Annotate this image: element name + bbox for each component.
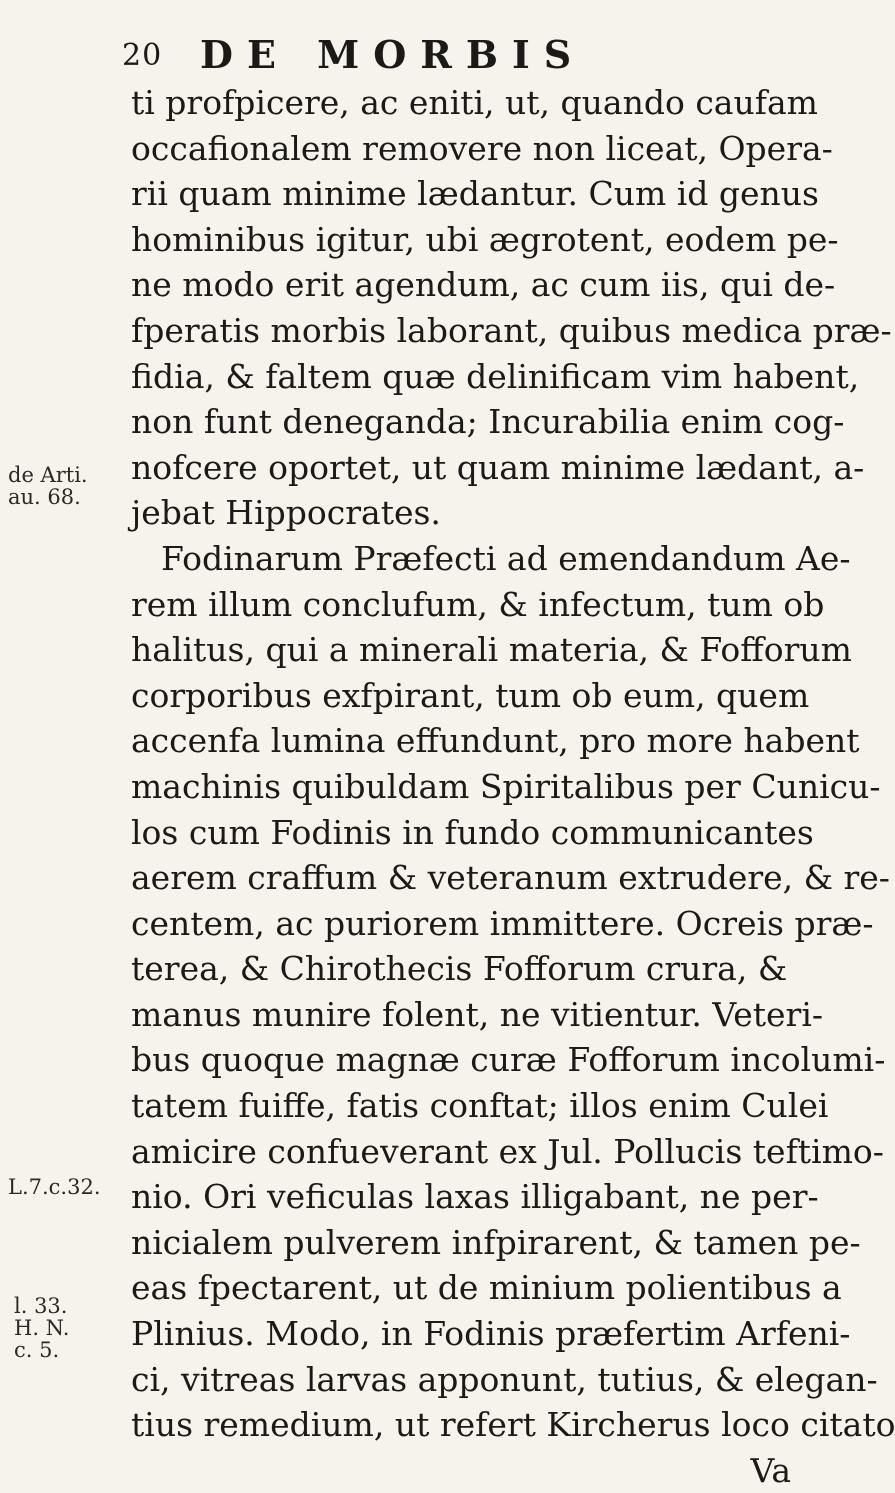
text-line: centem, ac puriorem immittere. Ocreis præ- [131,903,874,943]
margin-note-de-arti [8,464,104,508]
text-line: rii quam minime lædantur. Cum id genus [131,174,819,214]
text-line: ne modo erit agendum, ac cum iis, qui de- [131,265,836,305]
text-line: corporibus exfpirant, tum ob eum, quem [131,675,810,715]
text-line: aerem craffum & veteranum extrudere, & re- [131,858,890,898]
text-line: ci, vitreas larvas apponunt, tutius, & elegan- [131,1359,878,1399]
margin-note-book-chapter [8,1176,104,1198]
text-line: non funt deneganda; Incurabilia enim cog- [131,402,845,442]
catchword: Va [750,1450,791,1490]
text-line: accenfa lumina effundunt, pro more habent [131,721,860,761]
text-line: terea, & Chirothecis Fofforum crura, & [131,949,788,989]
margin-note-plinius-ref [14,1295,110,1361]
text-line: halitus, qui a minerali materia, & Fofforum [131,630,852,670]
text-line: eas fpectarent, ut de minium polientibus a [131,1268,842,1308]
text-line: fperatis morbis laborant, quibus medica præ- [131,310,892,350]
page-header [122,32,682,80]
margin-note-line: L.7.c.32. [8,1175,101,1199]
text-line: tius remedium, ut refert Kircherus loco citato [131,1405,895,1445]
text-line: ti profpicere, ac eniti, ut, quando caufam [131,83,818,122]
running-title: DE MORBIS [200,32,586,77]
text-line: manus munire folent, ne vitientur. Veteri- [131,994,824,1034]
text-line: hominibus igitur, ubi ægrotent, eodem pe- [131,219,839,259]
margin-note-line: H. N. [14,1316,70,1340]
body-text [131,80,895,1493]
text-line: amicire confueverant ex Jul. Pollucis teftimo- [131,1131,884,1171]
text-line: machinis quibuldam Spiritalibus per Cunicu- [131,766,881,806]
text-line: bus quoque magnæ curæ Fofforum incolumi- [131,1040,886,1080]
text-line: Plinius. Modo, in Fodinis præfertim Arfeni- [131,1314,851,1354]
page-number: 20 [122,38,163,73]
margin-note-line: au. 68. [8,485,81,509]
text-line: nofcere oportet, ut quam minime lædant, a- [131,447,865,487]
text-line: jebat Hippocrates. [131,493,441,533]
margin-note-line: c. 5. [14,1338,60,1362]
text-line: occafionalem removere non liceat, Opera- [131,128,833,168]
text-line: tatem fuiffe, fatis conftat; illos enim Culei [131,1086,829,1126]
text-line: nio. Ori veficulas laxas illigabant, ne per- [131,1177,819,1217]
text-line: fidia, & faltem quæ delinificam vim habent, [131,356,860,396]
text-line: los cum Fodinis in fundo communicantes [131,812,814,852]
text-line: rem illum conclufum, & infectum, tum ob [131,584,825,624]
text-line: nicialem pulverem infpirarent, & tamen pe- [131,1222,861,1262]
text-line: Fodinarum Præfecti ad emendandum Ae- [161,538,851,578]
margin-note-line: de Arti. [8,463,88,487]
margin-note-line: l. 33. [14,1294,68,1318]
